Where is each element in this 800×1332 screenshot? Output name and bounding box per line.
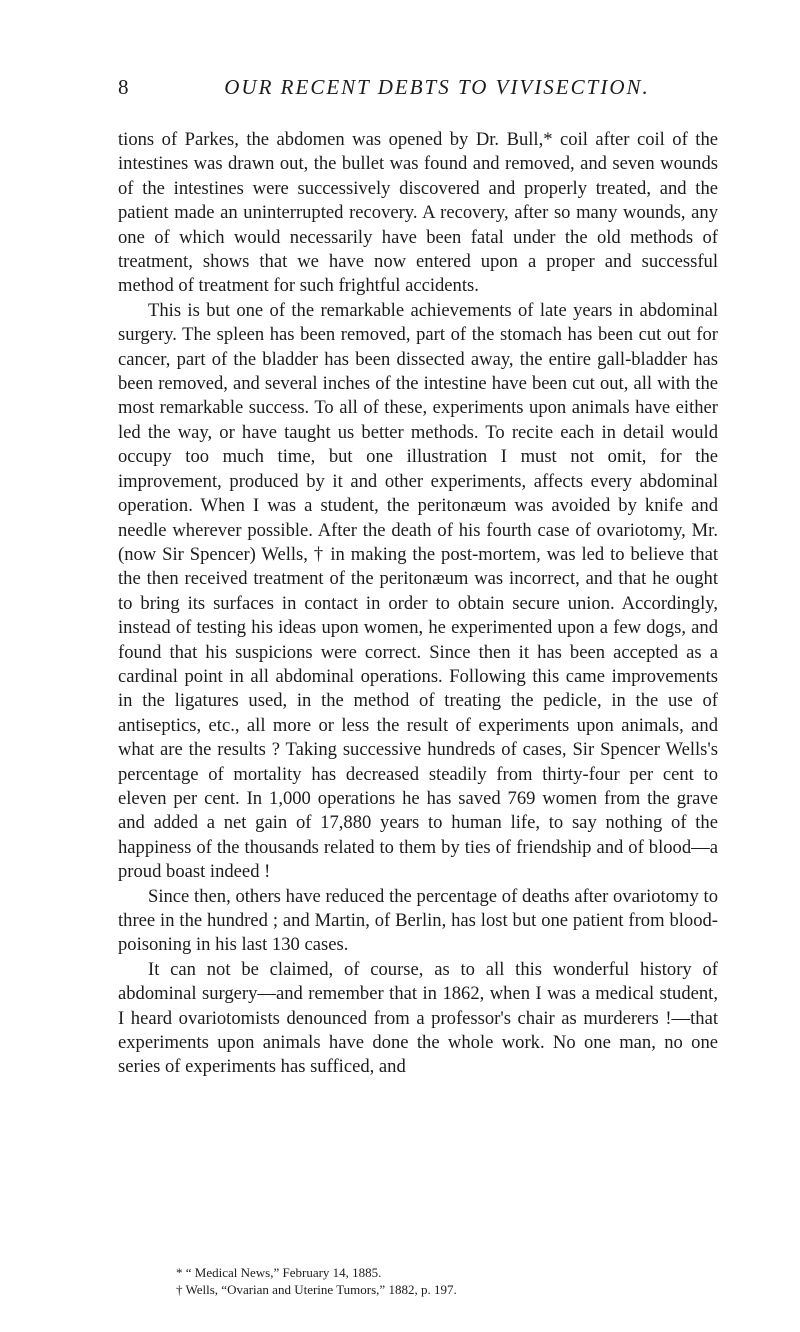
running-title: OUR RECENT DEBTS TO VIVISECTION. <box>224 75 650 99</box>
paragraph-4: It can not be claimed, of course, as to all this wonderful history of abdominal surgery—and remember that in 1862, when I was a medical student, I heard ovariotomists denounced from a professor's chair as murderers !—that experiments upon animals have done the whole work. No one man, no one series of experiments has sufficed, and <box>118 958 718 1078</box>
footnotes <box>118 1264 718 1298</box>
paragraph-3: Since then, others have reduced the percentage of deaths after ovariotomy to three in the hundred ; and Martin, of Berlin, has lost but one patient from blood-poisoning in his last 130 cases. <box>118 885 718 956</box>
footnote-2: † Wells, “Ovarian and Uterine Tumors,” 1882, p. 197. <box>176 1282 457 1297</box>
page-header <box>118 72 718 102</box>
body-text <box>118 128 718 1080</box>
footnote-1: * “ Medical News,” February 14, 1885. <box>176 1265 382 1280</box>
paragraph-1: tions of Parkes, the abdomen was opened by Dr. Bull,* coil after coil of the intestines was drawn out, the bullet was found and removed, and seven wounds of the intestines were successively discovered and properly treated, and the patient made an uninterrupted recovery. A recovery, after so many wounds, any one of which would necessarily have been fatal under the old methods of treatment, shows that we have now entered upon a proper and successful method of treatment for such frightful accidents. <box>118 129 718 297</box>
paragraph-2: This is but one of the remarkable achievements of late years in abdominal surgery. The spleen has been removed, part of the stomach has been cut out for cancer, part of the bladder has been dissected away, the entire gall-bladder has been removed, and several inches of the intestine have been cut out, all with the most remarkable success. To all of these, experiments upon animals have either led the way, or have taught us better methods. To recite each in detail would occupy too much time, but one illustration I must not omit, for the improvement, produced by it and other experiments, affects every abdominal operation. When I was a student, the peritonæum was avoided by knife and needle wherever possible. After the death of his fourth case of ovariotomy, Mr. (now Sir Spencer) Wells, † in making the post-mortem, was led to believe that the then received treatment of the peritonæum was incorrect, and that he ought to bring its surfaces in contact in order to obtain secure union. Accordingly, instead of testing his ideas upon women, he experimented upon a few dogs, and found that his suspicions were correct. Since then it has been accepted as a cardinal point in all abdominal operations. Following this came improvements in the ligatures used, in the method of treating the pedicle, in the use of antiseptics, etc., all more or less the result of experiments upon animals, and what are the results ? Taking successive hundreds of cases, Sir Spencer Wells's percentage of mortality has decreased steadily from thirty-four per cent to eleven per cent. In 1,000 operations he has saved 769 women from the grave and added a net gain of 17,880 years to human life, to say nothing of the happiness of the thousands related to them by ties of friendship and of blood—a proud boast indeed ! <box>118 299 718 883</box>
page-number: 8 <box>118 75 129 99</box>
